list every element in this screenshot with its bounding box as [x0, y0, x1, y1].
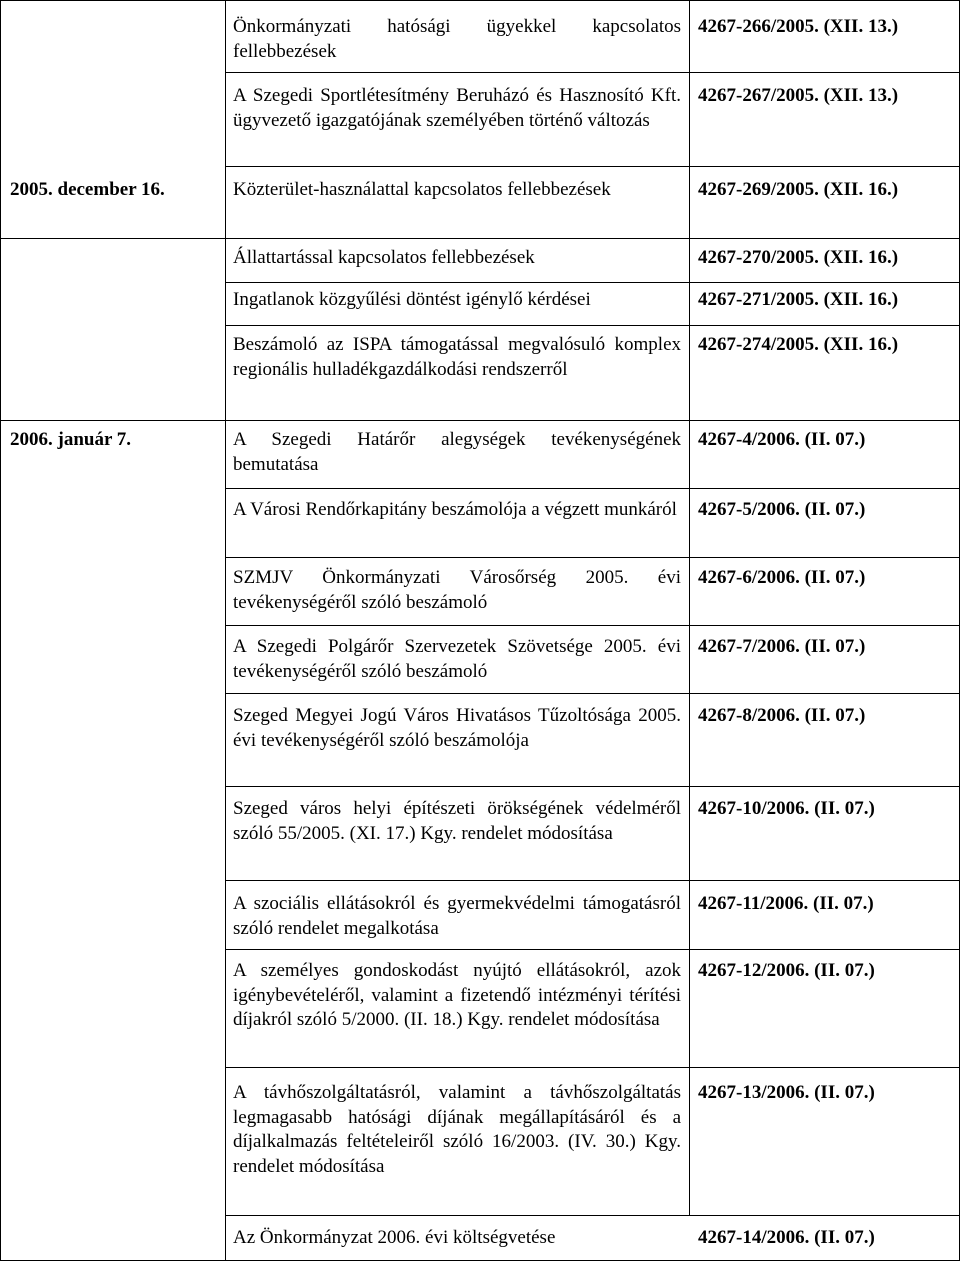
row-divider	[225, 625, 960, 626]
row-divider	[225, 557, 960, 558]
session-date: 2006. január 7.	[10, 429, 132, 450]
column-divider	[0, 0, 1, 1261]
row-divider	[225, 1215, 960, 1216]
agenda-topic: A Városi Rendőrkapitány beszámolója a végzett munkáról	[233, 499, 677, 520]
agenda-topic: A Szegedi Sportlétesítmény Beruházó és Hasznosító Kft. ügyvezető igazgatójának személyében történő változás	[233, 85, 681, 131]
resolution-number: 4267-11/2006. (II. 07.)	[698, 893, 874, 914]
agenda-topic: Az Önkormányzat 2006. évi költségvetése	[233, 1227, 556, 1248]
resolution-number: 4267-267/2005. (XII. 13.)	[698, 85, 899, 106]
row-divider	[225, 1067, 960, 1068]
row-divider	[225, 325, 960, 326]
resolution-number: 4267-4/2006. (II. 07.)	[698, 429, 866, 450]
resolution-number: 4267-269/2005. (XII. 16.)	[698, 179, 899, 200]
resolution-number: 4267-13/2006. (II. 07.)	[698, 1082, 875, 1103]
agenda-topic: A szociális ellátásokról és gyermekvédelmi támogatásról szóló rendelet megalkotása	[233, 893, 681, 939]
agenda-topic: A Szegedi Polgárőr Szervezetek Szövetsége 2005. évi tevékenységéről szóló beszámoló	[233, 636, 681, 682]
resolution-number: 4267-6/2006. (II. 07.)	[698, 567, 866, 588]
resolution-number: 4267-14/2006. (II. 07.)	[698, 1227, 875, 1248]
resolution-number: 4267-10/2006. (II. 07.)	[698, 798, 875, 819]
row-divider	[225, 282, 960, 283]
row-divider	[0, 1260, 960, 1261]
resolution-number: 4267-12/2006. (II. 07.)	[698, 960, 875, 981]
resolution-number: 4267-271/2005. (XII. 16.)	[698, 289, 899, 310]
resolution-number: 4267-8/2006. (II. 07.)	[698, 705, 866, 726]
agenda-topic: Közterület-használattal kapcsolatos fellebbezések	[233, 179, 611, 200]
agenda-topic: Szeged város helyi építészeti örökségének védelméről szóló 55/2005. (XI. 17.) Kgy. rendelet módosítása	[233, 798, 681, 844]
column-divider	[225, 0, 226, 1261]
agenda-topic: Önkormányzati hatósági ügyekkel kapcsolatos fellebbezések	[233, 16, 681, 62]
resolution-number: 4267-7/2006. (II. 07.)	[698, 636, 866, 657]
row-divider	[225, 880, 960, 881]
resolution-number: 4267-270/2005. (XII. 16.)	[698, 247, 899, 268]
row-divider	[225, 786, 960, 787]
row-divider	[225, 488, 960, 489]
agenda-topic: Állattartással kapcsolatos fellebbezések	[233, 247, 535, 268]
row-divider	[225, 166, 960, 167]
row-divider	[225, 693, 960, 694]
resolution-number: 4267-266/2005. (XII. 13.)	[698, 16, 899, 37]
row-divider	[225, 949, 960, 950]
row-divider	[0, 0, 960, 1]
agenda-topic: Beszámoló az ISPA támogatással megvalósuló komplex regionális hulladékgazdálkodási rendszerről	[233, 334, 681, 380]
row-divider	[225, 72, 960, 73]
agenda-topic: A személyes gondoskodást nyújtó ellátásokról, azok igénybevételéről, valamint a fizetendő intézményi térítési díjakról szóló 5/2000. (II. 18.) Kgy. rendelet módosítása	[233, 960, 681, 1030]
resolution-number: 4267-274/2005. (XII. 16.)	[698, 334, 899, 355]
agenda-topic: A távhőszolgáltatásról, valamint a távhőszolgáltatás legmagasabb hatósági díjának megállapításáról és a díjalkalmazás feltételeiről szóló 16/2003. (IV. 30.) Kgy. rendelet módosítása	[233, 1082, 681, 1177]
agenda-topic: Ingatlanok közgyűlési döntést igénylő kérdései	[233, 289, 591, 310]
column-divider	[689, 0, 690, 1215]
agenda-topic: SZMJV Önkormányzati Városőrség 2005. évi tevékenységéről szóló beszámoló	[233, 567, 681, 613]
resolution-number: 4267-5/2006. (II. 07.)	[698, 499, 866, 520]
row-divider	[0, 420, 960, 421]
agenda-topic: A Szegedi Határőr alegységek tevékenységének bemutatása	[233, 429, 681, 475]
session-date: 2005. december 16.	[10, 179, 165, 200]
row-divider	[0, 238, 960, 239]
agenda-topic: Szeged Megyei Jogú Város Hivatásos Tűzoltósága 2005. évi tevékenységéről szóló beszámolója	[233, 705, 681, 751]
